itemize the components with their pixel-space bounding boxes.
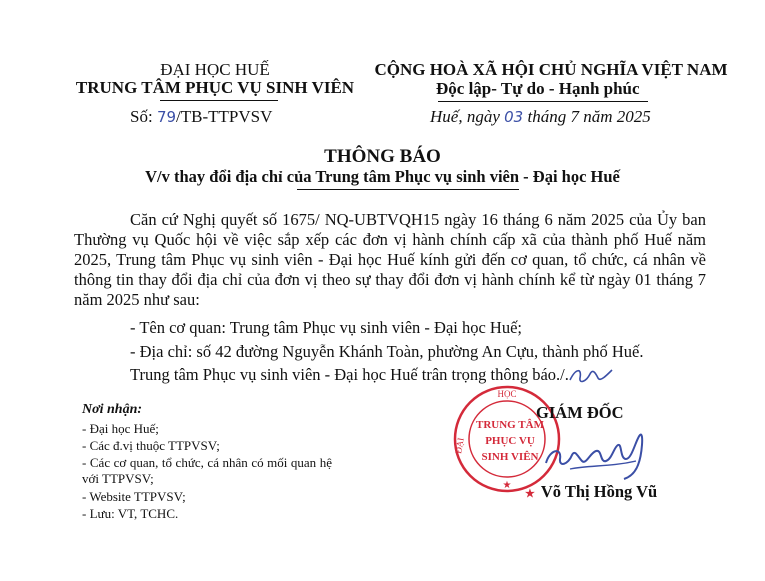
date-suffix: tháng 7 năm 2025	[523, 107, 651, 126]
stamp-arc-left: ĐẠI	[453, 436, 466, 455]
parent-organization: ĐẠI HỌC HUẾ	[160, 60, 270, 79]
recipient-item: - Lưu: VT, TCHC.	[82, 506, 179, 521]
recipient-item: - Các cơ quan, tổ chức, cá nhân có mối quan hệ với TTPVSV;	[82, 455, 332, 486]
document-number	[130, 107, 272, 127]
document-subject: V/v thay đổi địa chỉ của Trung tâm Phục vụ sinh viên - Đại học Huế	[145, 167, 620, 186]
document-number-prefix: Số:	[130, 107, 157, 126]
document-number-suffix: /TB-TTPVSV	[176, 107, 273, 126]
closing-line: Trung tâm Phục vụ sinh viên - Đại học Huế trân trọng thông báo./.	[130, 365, 569, 384]
signer-name	[525, 482, 657, 502]
organization-name: TRUNG TÂM PHỤC VỤ SINH VIÊN	[75, 78, 355, 97]
stamp-line: TRUNG TÂM	[476, 419, 544, 431]
country-name: CỘNG HOÀ XÃ HỘI CHỦ NGHĨA VIỆT NAM	[374, 60, 728, 79]
stamp-line: PHỤC VỤ	[485, 435, 535, 447]
date-prefix: Huế, ngày	[430, 107, 505, 126]
signer-name-text: Võ Thị Hồng Vũ	[540, 482, 658, 501]
bullet-agency-name: - Tên cơ quan: Trung tâm Phục vụ sinh viên - Đại học Huế;	[130, 318, 522, 337]
body-paragraph: Căn cứ Nghị quyết số 1675/ NQ-UBTVQH15 ngày 16 tháng 6 năm 2025 của Ủy ban Thường vụ Quốc hội về việc sắp xếp các đơn vị hành chính cấp xã của thành phố Huế năm 2025, Trung tâm Phục vụ sinh viên - Đại học Huế kính gửi đến cơ quan, tổ chức, cá nhân về thông tin thay đổi địa chỉ của đơn vị theo sự thay đổi đơn vị hành chính kể từ ngày 01 tháng 7 năm 2025 như sau:	[74, 210, 706, 309]
signer-title: GIÁM ĐỐC	[536, 403, 624, 422]
motto-underline	[438, 101, 648, 102]
national-motto: Độc lập- Tự do - Hạnh phúc	[436, 79, 640, 98]
stamp-arc-top: HỌC	[497, 389, 517, 399]
handwritten-signature	[540, 425, 660, 485]
subject-underline	[297, 189, 519, 190]
place-and-date	[430, 107, 651, 127]
bullet-address: - Địa chỉ: số 42 đường Nguyễn Khánh Toàn, phường An Cựu, thành phố Huế.	[130, 342, 644, 361]
handwritten-initials	[566, 360, 616, 390]
recipients-title: Nơi nhận:	[82, 402, 143, 417]
recipient-item: - Website TTPVSV;	[82, 489, 186, 504]
star-mark: ★	[525, 488, 535, 500]
stamp-line: SINH VIÊN	[481, 451, 539, 463]
document-title: THÔNG BÁO	[324, 146, 441, 167]
handwritten-day: 03	[504, 108, 524, 126]
organization-underline	[160, 100, 278, 101]
recipient-item: - Đại học Huế;	[82, 421, 159, 436]
recipient-item: - Các đ.vị thuộc TTPVSV;	[82, 438, 220, 453]
svg-text:★: ★	[502, 480, 512, 491]
handwritten-number: 79	[156, 108, 177, 126]
